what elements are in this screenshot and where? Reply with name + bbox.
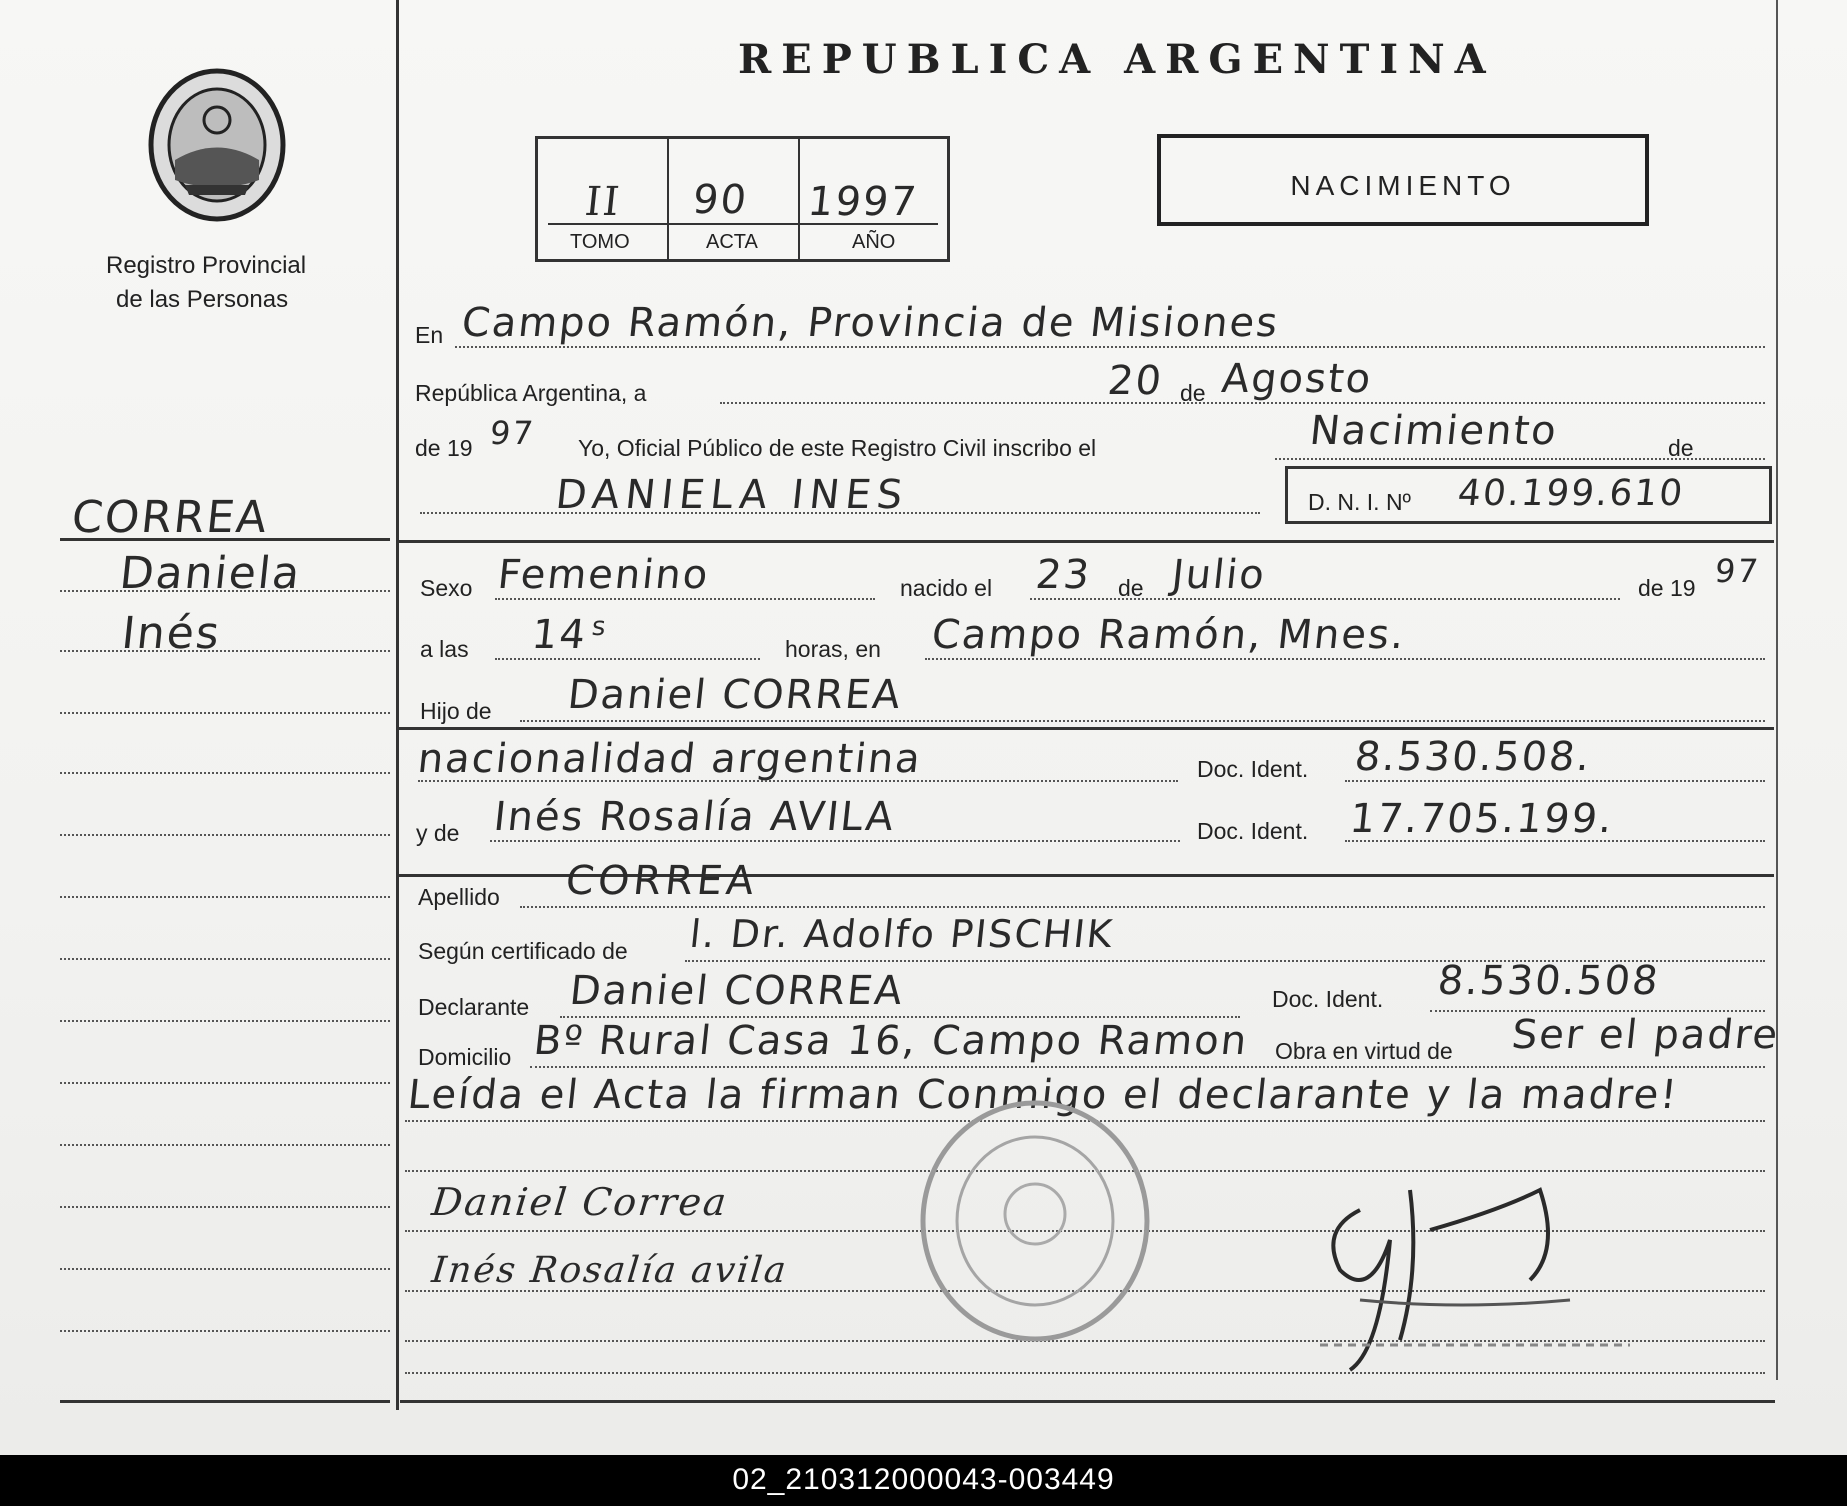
birth-place-line — [925, 658, 1765, 660]
birth-year-label: de 19 — [1638, 575, 1696, 601]
place-value: Campo Ramón, Provincia de Misiones — [459, 300, 1282, 346]
margin-surname: CORREA — [69, 492, 272, 543]
page-right-edge — [1776, 0, 1778, 1380]
full-name-line — [420, 512, 1260, 514]
official-signature-icon — [1300, 1150, 1660, 1380]
sexo-line — [495, 598, 875, 600]
father-doc-line — [1345, 780, 1765, 782]
margin-divider — [396, 0, 399, 1410]
mother-value: Inés Rosalía AVILA — [491, 794, 898, 840]
certificado-label: Según certificado de — [418, 938, 628, 964]
birth-month-value: Julio — [1169, 552, 1269, 598]
republica-label: República Argentina, a — [415, 380, 647, 406]
footer-strip — [0, 1455, 1847, 1506]
domicilio-line — [530, 1066, 1765, 1068]
closing-text: Leída el Acta la firman Conmigo el declarante y la madre! — [405, 1072, 1681, 1118]
record-type: NACIMIENTO — [1290, 170, 1516, 201]
birth-year-suffix-value: 97 — [1713, 552, 1762, 590]
year-label: de 19 — [415, 435, 473, 461]
acta-value: 90 — [690, 177, 751, 223]
dni-label: D. N. I. Nº — [1308, 489, 1411, 515]
a-las-label: a las — [420, 636, 469, 662]
date-line — [720, 402, 1765, 404]
margin-surname-line — [60, 538, 390, 541]
registry-name-line1: Registro Provincial — [106, 252, 307, 279]
provincial-seal-icon — [145, 65, 290, 225]
inscribe-type-value: Nacimiento — [1307, 408, 1561, 454]
hour-line — [495, 658, 760, 660]
margin-line — [60, 712, 390, 714]
mother-line — [490, 840, 1180, 842]
margin-given-name-1: Daniela — [117, 548, 304, 599]
sexo-label: Sexo — [420, 575, 473, 601]
document-code: 02_210312000043-003449 — [732, 1463, 1115, 1496]
birth-place-value: Campo Ramón, Mnes. — [929, 612, 1409, 658]
margin-line — [60, 1268, 390, 1270]
doc-label: Doc. Ident. — [1197, 756, 1309, 782]
hour-suffix-value: s — [590, 612, 610, 642]
apellido-value: CORREA — [563, 858, 761, 904]
certificado-value: l. Dr. Adolfo PISCHIK — [687, 912, 1117, 956]
anio-label: AÑO — [852, 231, 896, 253]
apellido-label: Apellido — [418, 884, 500, 910]
record-type-box — [1157, 134, 1649, 226]
margin-line — [60, 590, 390, 592]
margin-line — [60, 834, 390, 836]
domicilio-label: Domicilio — [418, 1044, 512, 1070]
dni-value: 40.199.610 — [1455, 473, 1687, 514]
margin-line — [60, 772, 390, 774]
hour-value: 14 — [529, 612, 590, 658]
margin-line — [60, 650, 390, 652]
official-stamp-icon — [915, 1096, 1155, 1346]
month-value: Agosto — [1219, 356, 1375, 402]
declarante-label: Declarante — [418, 994, 530, 1020]
nationality-value: nacionalidad argentina — [415, 736, 925, 782]
de-label: de — [1180, 380, 1206, 406]
record-number-box — [535, 136, 950, 262]
margin-line — [60, 896, 390, 898]
anio-value: 1997 — [805, 179, 921, 225]
sexo-value: Femenino — [495, 552, 712, 598]
oficial-label: Yo, Oficial Público de este Registro Civil inscribo el — [578, 435, 1097, 461]
de-label-2: de — [1668, 435, 1694, 461]
domicilio-value: Bº Rural Casa 16, Campo Ramon — [531, 1018, 1251, 1064]
tomo-value: II — [582, 179, 624, 225]
mother-doc-line — [1345, 840, 1765, 842]
registry-name-line2: de las Personas — [116, 286, 289, 313]
margin-line — [60, 1206, 390, 1208]
father-line — [520, 720, 1765, 722]
section-divider — [398, 540, 1774, 543]
section-divider — [398, 727, 1774, 730]
declarante-value: Daniel CORREA — [567, 968, 907, 1014]
margin-line — [60, 958, 390, 960]
doc-label-3: Doc. Ident. — [1272, 986, 1384, 1012]
obra-label: Obra en virtud de — [1275, 1038, 1453, 1064]
tomo-label: TOMO — [570, 231, 630, 253]
birth-day-value: 23 — [1033, 552, 1094, 598]
margin-bottom-line — [60, 1400, 390, 1403]
margin-given-name-2: Inés — [119, 608, 224, 659]
y-de-label: y de — [416, 820, 460, 846]
page-bottom-line — [400, 1400, 1775, 1403]
father-doc-value: 8.530.508. — [1352, 734, 1594, 780]
year-suffix-value: 97 — [488, 414, 537, 452]
country-title: REPUBLICA ARGENTINA — [738, 36, 1496, 83]
nacido-label: nacido el — [900, 575, 993, 601]
obra-value: Ser el padre — [1509, 1012, 1782, 1058]
margin-line — [60, 1330, 390, 1332]
place-line — [455, 346, 1765, 348]
acta-label: ACTA — [706, 231, 758, 253]
apellido-line — [520, 906, 1765, 908]
margin-line — [60, 1082, 390, 1084]
dni-box — [1285, 466, 1772, 524]
father-value: Daniel CORREA — [565, 672, 905, 718]
de-label-3: de — [1118, 575, 1144, 601]
en-label: En — [415, 322, 444, 348]
birth-date-line — [1030, 598, 1620, 600]
nationality-line — [418, 780, 1178, 782]
margin-line — [60, 1020, 390, 1022]
margin-line — [60, 1144, 390, 1146]
horas-label: horas, en — [785, 636, 881, 662]
hijo-label: Hijo de — [420, 698, 492, 724]
full-name-value: DANIELA INES — [553, 472, 911, 518]
mother-doc-value: 17.705.199. — [1347, 796, 1617, 842]
mother-signature: Inés Rosalía avila — [429, 1250, 790, 1291]
declarante-doc-value: 8.530.508 — [1435, 958, 1662, 1004]
day-value: 20 — [1105, 358, 1166, 404]
doc-label-2: Doc. Ident. — [1197, 818, 1309, 844]
declarant-signature: Daniel Correa — [429, 1180, 731, 1224]
